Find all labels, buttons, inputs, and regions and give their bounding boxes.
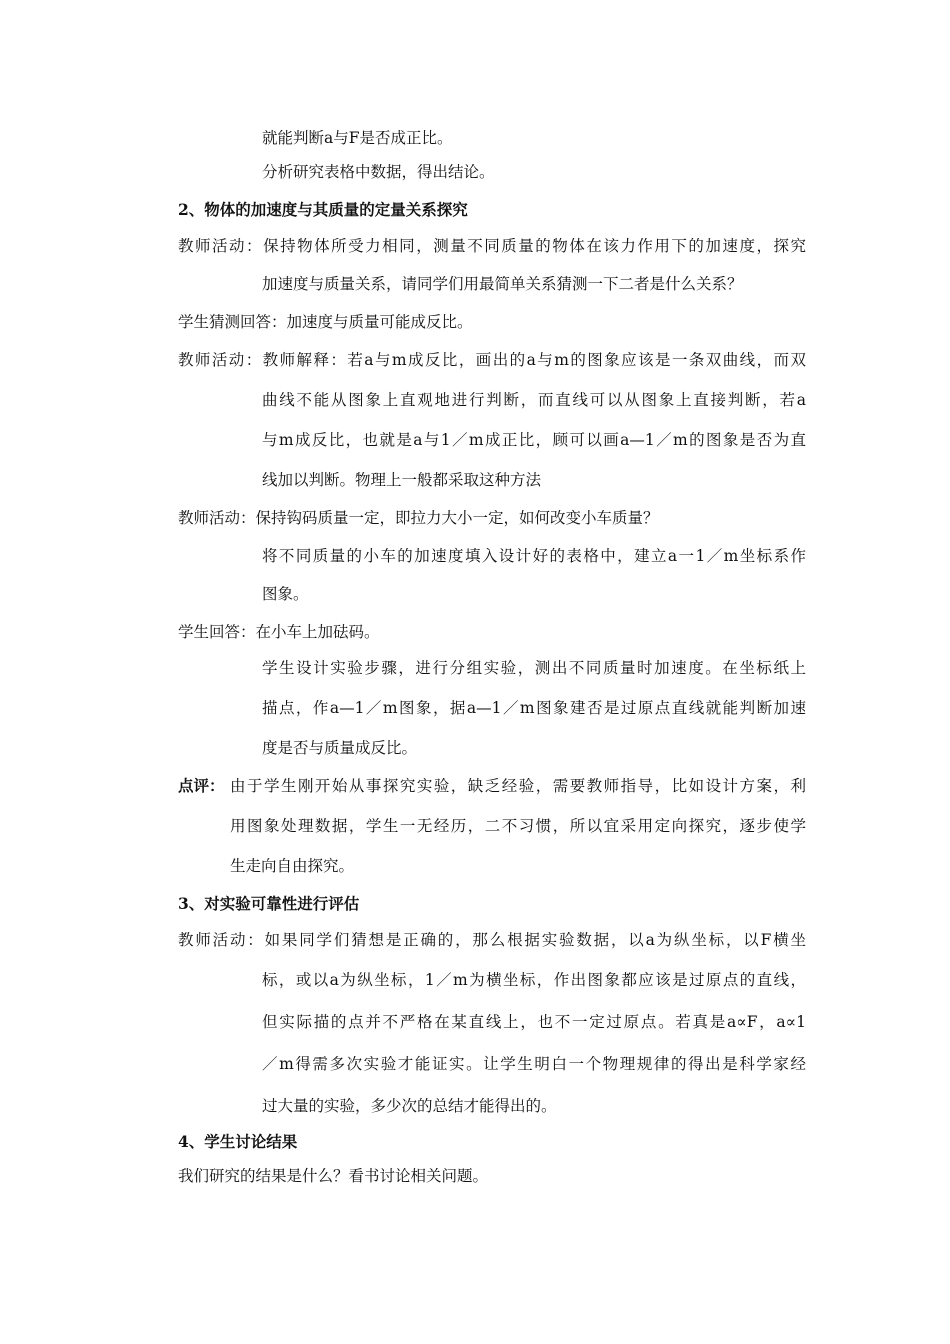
text-line: 但实际描的点并不严格在某直线上，也不一定过原点。若真是a∝F，a∝1 <box>262 1013 806 1031</box>
text-line: 曲线不能从图象上直观地进行判断，而直线可以从图象上直接判断，若a <box>262 391 806 409</box>
text-line: ／m得需多次实验才能证实。让学生明白一个物理规律的得出是科学家经 <box>262 1055 806 1073</box>
text-line: 学生设计实验步骤，进行分组实验，测出不同质量时加速度。在坐标纸上 <box>262 659 806 677</box>
text-line: 度是否与质量成反比。 <box>262 739 418 757</box>
section-heading: 2、物体的加速度与其质量的定量关系探究 <box>178 200 468 219</box>
section-heading: 3、对实验可靠性进行评估 <box>178 894 360 913</box>
text-line: 与m成反比，也就是a与1／m成正比，顾可以画a—1／m的图象是否为直 <box>262 431 806 449</box>
text-line: 由于学生刚开始从事探究实验，缺乏经验，需要教师指导，比如设计方案，利 <box>230 777 806 795</box>
text-line: 学生回答：在小车上加砝码。 <box>178 623 380 641</box>
text-line: 将不同质量的小车的加速度填入设计好的表格中，建立a一1／m坐标系作 <box>262 547 806 565</box>
text-line: 加速度与质量关系，请同学们用最简单关系猜测一下二者是什么关系？ <box>262 275 743 293</box>
text-line: 图象。 <box>262 585 309 603</box>
text-line: 学生猜测回答：加速度与质量可能成反比。 <box>178 313 473 331</box>
text-line: 教师活动：如果同学们猜想是正确的，那么根据实验数据，以a为纵坐标，以F横坐 <box>178 931 806 949</box>
text-line: 用图象处理数据，学生一无经历，二不习惯，所以宜采用定向探究，逐步使学 <box>230 817 806 835</box>
text-line: 描点，作a—1／m图象，据a—1／m图象建否是过原点直线就能判断加速 <box>262 699 806 717</box>
text-line: 分析研究表格中数据，得出结论。 <box>262 163 495 181</box>
text-line: 教师活动：教师解释：若a与m成反比，画出的a与m的图象应该是一条双曲线，而双 <box>178 351 806 369</box>
text-line: 生走向自由探究。 <box>230 857 355 875</box>
comment-label: 点评： <box>178 776 225 795</box>
text-line: 线加以判断。物理上一般都采取这种方法 <box>262 471 542 489</box>
text-line: 就能判断a与F是否成正比。 <box>262 129 453 147</box>
text-line: 教师活动：保持钩码质量一定，即拉力大小一定，如何改变小车质量？ <box>178 509 659 527</box>
text-line: 教师活动：保持物体所受力相同，测量不同质量的物体在该力作用下的加速度，探究 <box>178 237 806 255</box>
text-line: 过大量的实验，多少次的总结才能得出的。 <box>262 1097 557 1115</box>
section-heading: 4、学生讨论结果 <box>178 1132 298 1151</box>
text-line: 我们研究的结果是什么？看书讨论相关问题。 <box>178 1167 489 1185</box>
text-line: 标，或以a为纵坐标，1／m为横坐标，作出图象都应该是过原点的直线， <box>262 971 806 989</box>
